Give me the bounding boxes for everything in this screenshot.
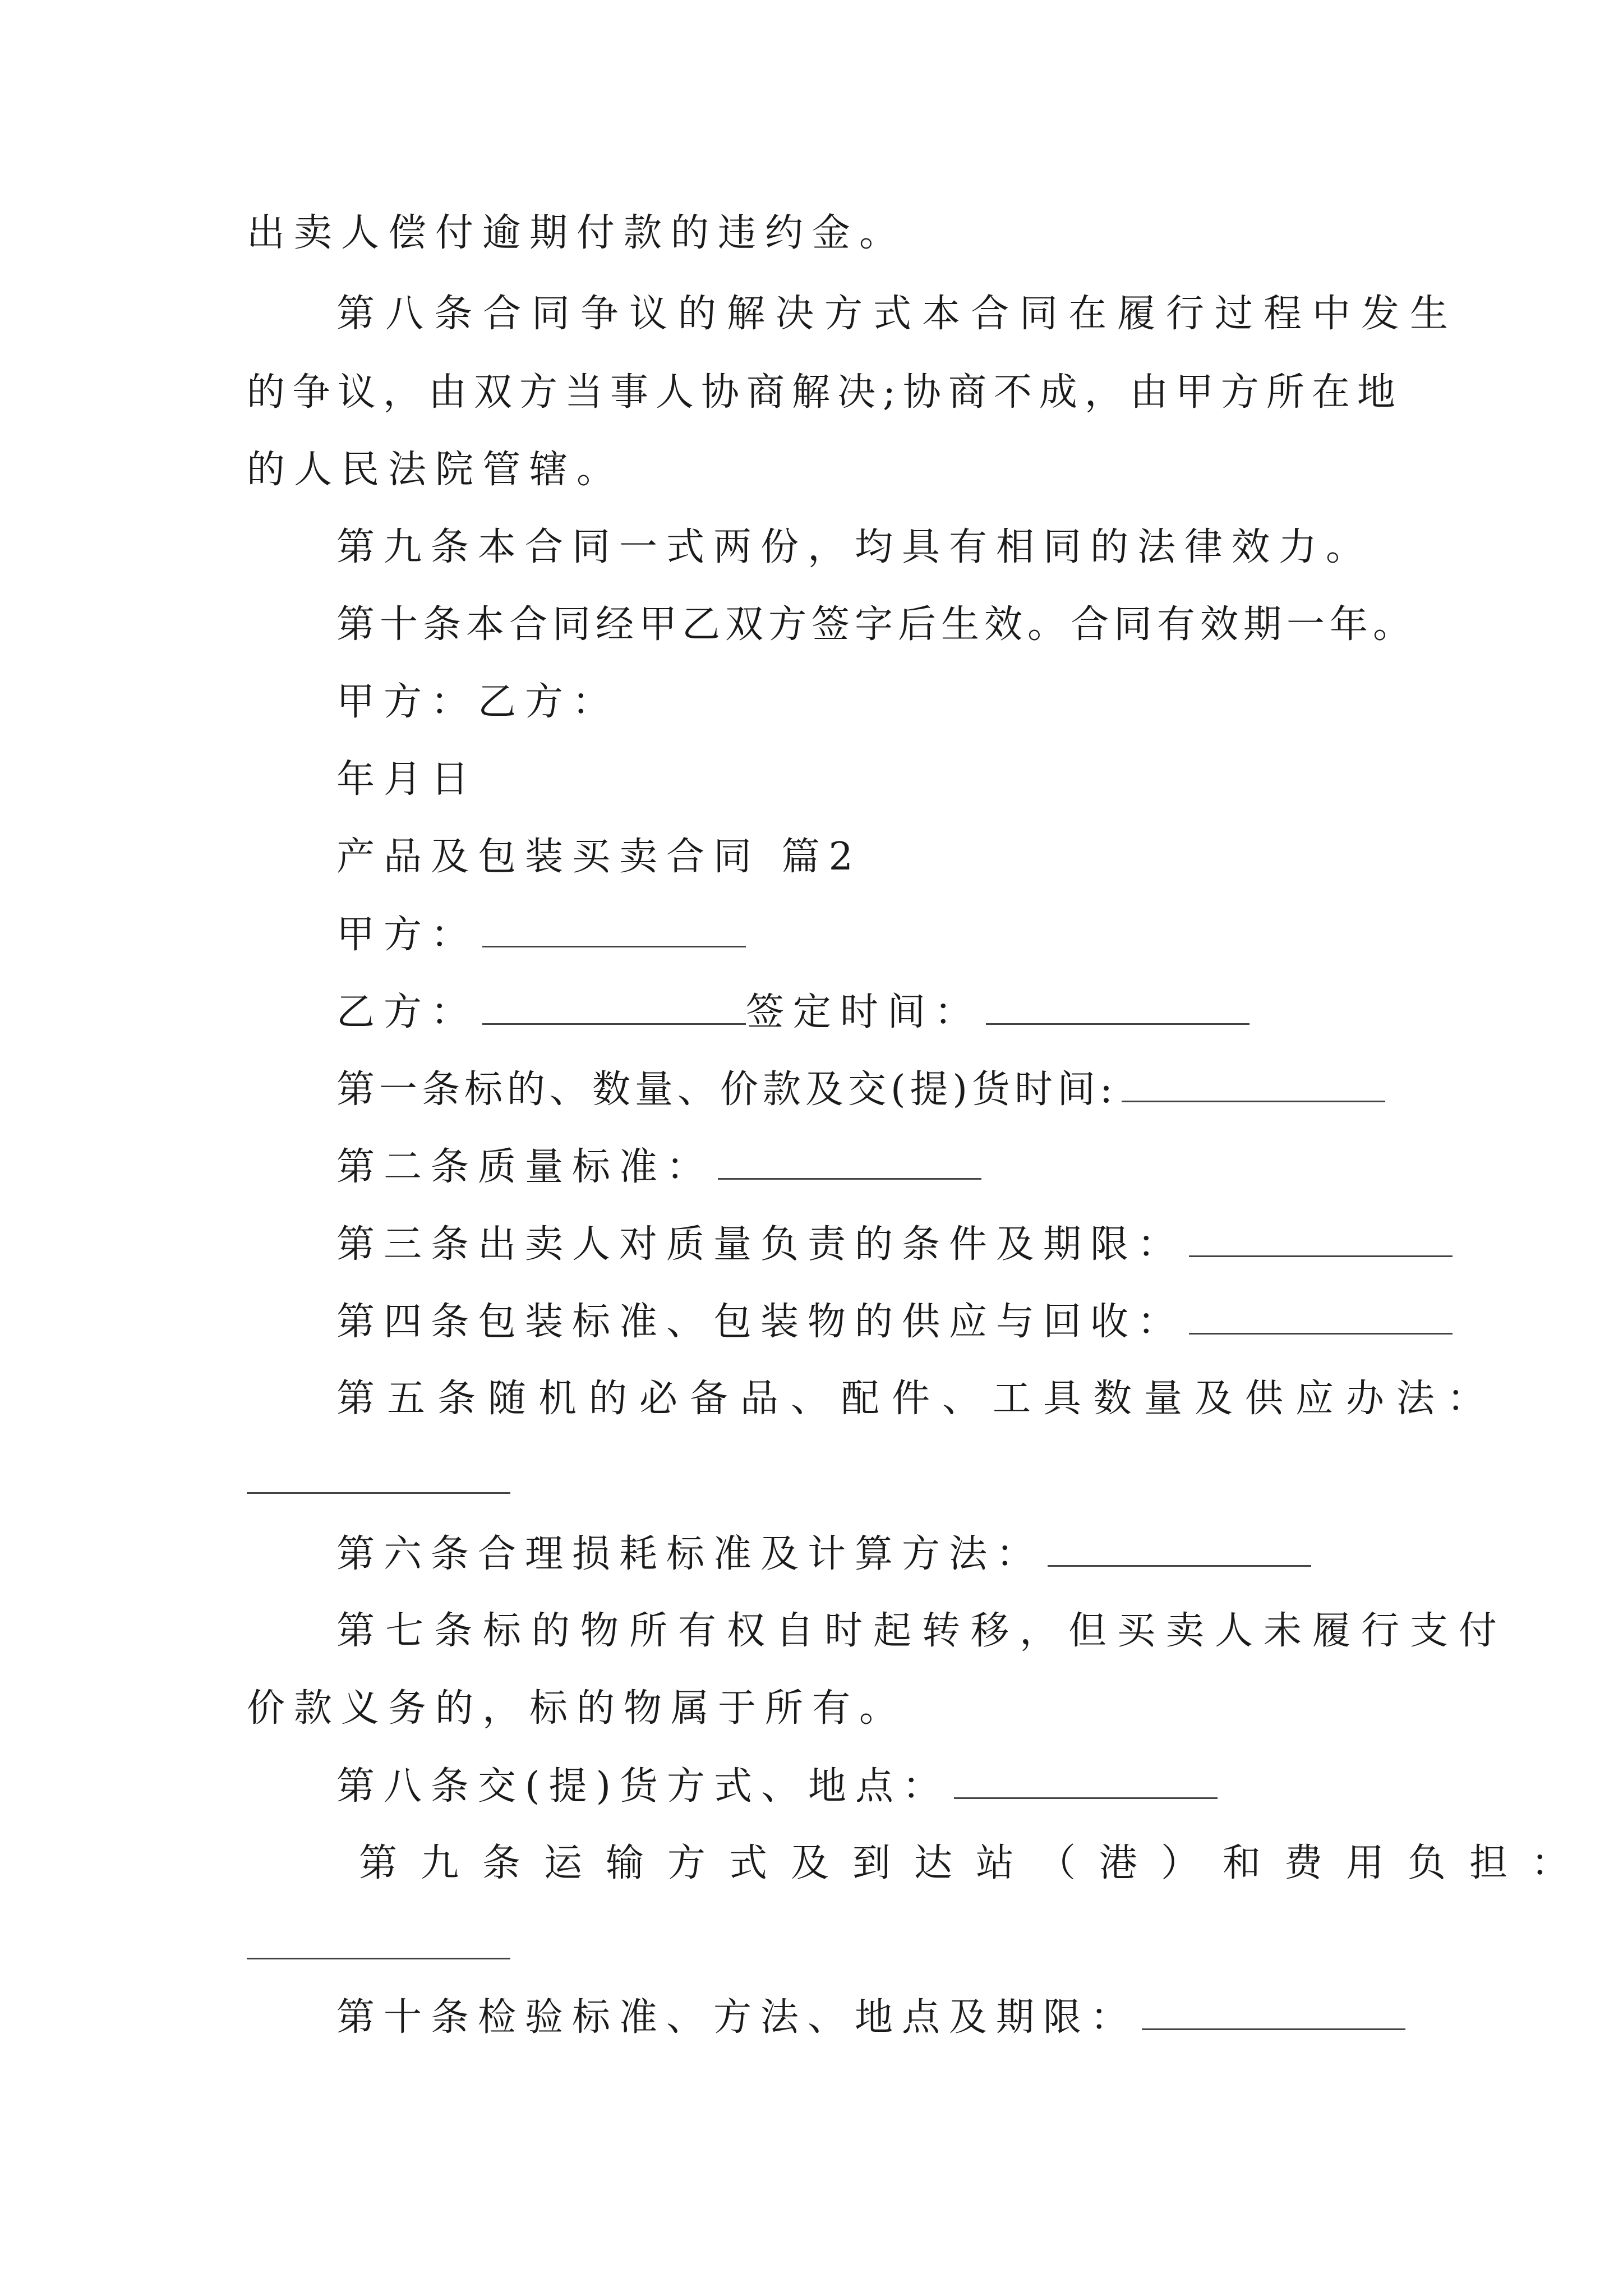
- blank-field: [954, 1764, 1218, 1799]
- party-b-label: 乙方：: [336, 990, 478, 1034]
- date-line: 年月日: [336, 757, 478, 802]
- clause-line: [336, 1995, 1405, 2040]
- clause-text: 第十条检验标准、方法、地点及期限：: [336, 1995, 1138, 2040]
- paragraph-line: 第八条合同争议的解决方式本合同在履行过程中发生: [336, 292, 1459, 336]
- signature-line: 甲方：乙方：: [336, 680, 620, 724]
- clause-line: [336, 1531, 1311, 1577]
- clause-text: 第一条标的、数量、价款及交(提)货时间:: [336, 1068, 1117, 1112]
- blank-field: [1142, 1995, 1405, 2030]
- clause-line: [336, 1222, 1453, 1267]
- paragraph-line: 第九条本合同一式两份，均具有相同的法律效力。: [336, 525, 1373, 569]
- party-a-label: 甲方：: [336, 913, 478, 957]
- paragraph-line: 的争议，由双方当事人协商解决;协商不成，由甲方所在地: [247, 370, 1403, 415]
- clause-text: 第六条合理损耗标准及计算方法：: [336, 1532, 1044, 1576]
- blank-field: [247, 1492, 510, 1494]
- clause-line: 价款义务的，标的物属于所有。: [247, 1686, 907, 1731]
- clause-text: 第四条包装标准、包装物的供应与回收：: [336, 1300, 1185, 1344]
- clause-line: 第七条标的物所有权自时起转移，但买卖人未履行支付: [336, 1609, 1508, 1653]
- paragraph-line: 第十条本合同经甲乙双方签字后生效。合同有效期一年。: [336, 602, 1417, 647]
- signing-time-label: 签定时间：: [746, 990, 982, 1034]
- blank-field: [1189, 1299, 1453, 1335]
- clause-line: 第九条运输方式及到达站（港）和费用负担：: [359, 1841, 1593, 1885]
- blank-field: [986, 990, 1249, 1025]
- clause-text: 第三条出卖人对质量负责的条件及期限：: [336, 1222, 1185, 1267]
- section-title: 产品及包装买卖合同 篇2: [336, 835, 862, 879]
- clause-text: 第二条质量标准：: [336, 1145, 714, 1189]
- blank-field: [1122, 1067, 1385, 1102]
- clause-line: [336, 1764, 1218, 1809]
- blank-field: [1048, 1531, 1311, 1567]
- clause-line: [336, 1299, 1453, 1345]
- blank-field: [482, 990, 746, 1025]
- blank-field: [247, 1958, 510, 1959]
- clause-text: 第八条交(提)货方式、地点：: [336, 1764, 950, 1809]
- blank-field: [1189, 1222, 1453, 1257]
- clause-line: [336, 1144, 981, 1190]
- clause-line: [336, 1067, 1385, 1112]
- party-a-line: [336, 912, 746, 958]
- clause-line: 第五条随机的必备品、配件、工具数量及供应办法：: [336, 1377, 1498, 1421]
- party-b-line: [336, 990, 1249, 1035]
- paragraph-line: 出卖人偿付逾期付款的违约金。: [247, 211, 907, 255]
- blank-field: [718, 1144, 981, 1180]
- paragraph-line: 的人民法院管辖。: [247, 448, 624, 492]
- blank-field: [482, 912, 746, 947]
